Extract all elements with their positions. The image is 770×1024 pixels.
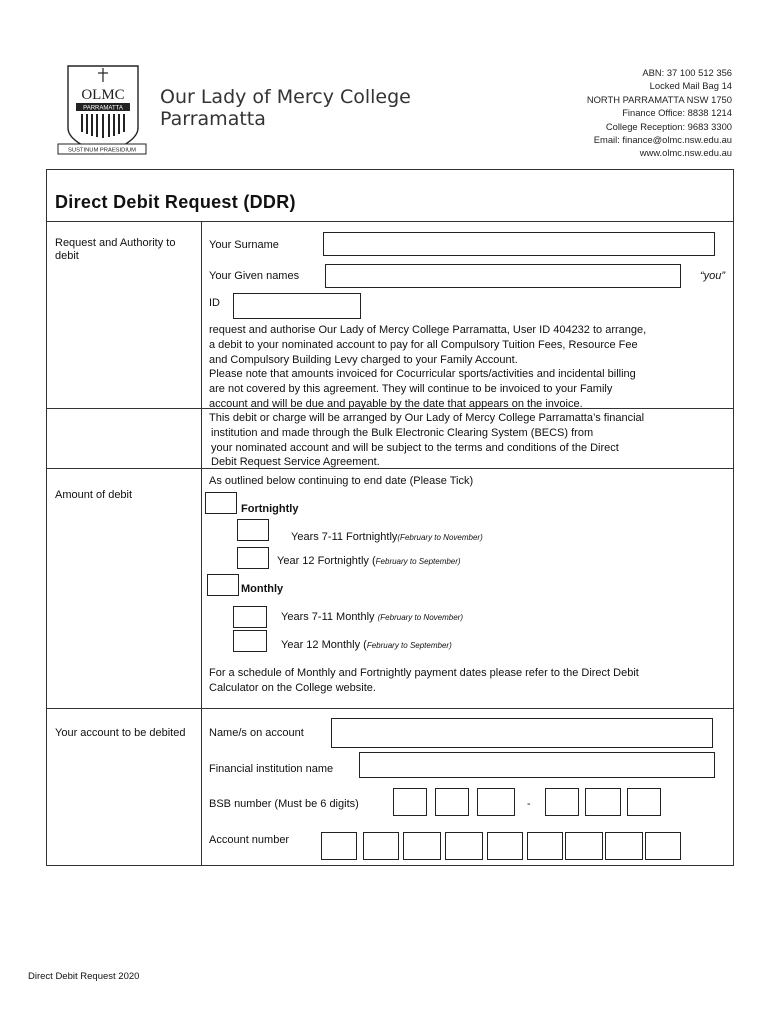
account-number-label: Account number <box>209 834 290 846</box>
form-title: Direct Debit Request (DDR) <box>55 192 296 212</box>
authorise-line: and Compulsory Building Levy charged to your Family Account. <box>209 353 518 366</box>
fn-option1-text: Years 7-11 Fortnightly <box>291 531 398 543</box>
becs-line: This debit or charge will be arranged by Our Lady of Mercy College Parramatta’s financial <box>209 412 645 424</box>
m-year-12-label <box>281 638 452 653</box>
authorise-paragraph <box>209 323 731 412</box>
monthly-label: Monthly <box>241 583 284 595</box>
names-on-account-label: Name/s on account <box>209 727 304 739</box>
given-names-label: Your Given names <box>209 270 300 282</box>
fortnightly-label: Fortnightly <box>241 503 299 515</box>
schedule-line: Calculator on the College website. <box>209 681 376 694</box>
bsb-digit-4[interactable] <box>545 788 579 816</box>
fn-years-7-11-label <box>291 530 483 545</box>
contact-block <box>587 66 732 160</box>
institution-input[interactable] <box>359 752 715 778</box>
bsb-label: BSB number (Must be 6 digits) <box>209 798 359 810</box>
footer-text: Direct Debit Request 2020 <box>28 971 140 982</box>
authority-label: Request and Authority to debit <box>55 237 176 262</box>
logo-banner: PARRAMATTA <box>83 105 123 112</box>
bsb-digit-5[interactable] <box>585 788 621 816</box>
schedule-paragraph <box>209 666 731 696</box>
college-name-line2: Parramatta <box>160 108 266 130</box>
names-on-account-input[interactable] <box>331 718 713 748</box>
account-digit-2[interactable] <box>363 832 399 860</box>
authorise-line: request and authorise Our Lady of Mercy College Parramatta, User ID 404232 to arrange, <box>209 324 647 336</box>
account-digit-8[interactable] <box>605 832 643 860</box>
contact-mailbag: Locked Mail Bag 14 <box>649 80 732 92</box>
becs-line: Debit Request Service Agreement. <box>211 456 380 469</box>
college-logo <box>56 62 148 158</box>
becs-paragraph <box>209 411 731 470</box>
column-divider <box>201 222 202 865</box>
account-digit-1[interactable] <box>321 832 357 860</box>
m-years-7-11-label <box>281 610 463 625</box>
institution-label: Financial institution name <box>209 763 334 775</box>
becs-line: institution and made through the Bulk Electronic Clearing System (BECS) from <box>211 426 594 439</box>
bsb-digit-6[interactable] <box>627 788 661 816</box>
account-section-label: Your account to be debited <box>55 727 186 739</box>
fn-years-7-11-checkbox[interactable] <box>237 519 269 541</box>
college-name <box>160 86 411 130</box>
logo-motto: SUSTINUM PRAESIDIUM <box>68 147 136 154</box>
logo-text: OLMC <box>81 87 125 103</box>
college-name-line1: Our Lady of Mercy College <box>160 86 411 108</box>
fortnightly-checkbox[interactable] <box>205 492 237 514</box>
authorise-line: Please note that amounts invoiced for Cocurricular sports/activities and incidental billing <box>209 368 636 381</box>
account-digit-5[interactable] <box>487 832 523 860</box>
surname-label: Your Surname <box>209 239 279 251</box>
bsb-digit-1[interactable] <box>393 788 427 816</box>
account-digit-3[interactable] <box>403 832 441 860</box>
contact-website[interactable]: www.olmc.nsw.edu.au <box>639 147 732 159</box>
m-option2-note: February to September) <box>366 641 452 650</box>
bsb-digit-2[interactable] <box>435 788 469 816</box>
m-option1-note: (February to November) <box>377 613 463 622</box>
authorise-line: are not covered by this agreement. They will continue to be invoiced to your Family <box>209 383 613 396</box>
m-year-12-checkbox[interactable] <box>233 630 267 652</box>
contact-abn: ABN: 37 100 512 356 <box>642 67 732 78</box>
title-row <box>47 170 733 222</box>
surname-input[interactable] <box>323 232 715 256</box>
fn-option2-note: February to September) <box>375 557 461 566</box>
row-divider-3 <box>47 708 733 709</box>
contact-suburb: NORTH PARRAMATTA NSW 1750 <box>586 93 732 105</box>
becs-line: your nominated account and will be subject to the terms and conditions of the Direct <box>211 441 619 454</box>
fn-year-12-checkbox[interactable] <box>237 547 269 569</box>
authorise-line: account and will be due and payable by the date that appears on the invoice. <box>209 397 583 410</box>
bsb-digit-3[interactable] <box>477 788 515 816</box>
monthly-checkbox[interactable] <box>207 574 239 596</box>
m-option2-text: Year 12 Monthly ( <box>281 639 367 651</box>
bsb-dash: - <box>527 798 531 810</box>
schedule-line: For a schedule of Monthly and Fortnightly payment dates please refer to the Direct Debit <box>209 667 639 679</box>
amount-label: Amount of debit <box>55 489 133 501</box>
fn-year-12-label <box>277 554 461 569</box>
you-label: “you” <box>699 270 725 282</box>
id-label: ID <box>209 297 220 309</box>
amount-intro: As outlined below continuing to end date (Please Tick) <box>209 475 474 487</box>
contact-reception-phone: College Reception: 9683 3300 <box>605 120 732 132</box>
account-digit-7[interactable] <box>565 832 603 860</box>
fn-option1-note: (February to November) <box>397 533 483 542</box>
id-input[interactable] <box>233 293 361 319</box>
m-option1-text: Years 7-11 Monthly <box>281 611 378 623</box>
account-digit-6[interactable] <box>527 832 563 860</box>
contact-email[interactable]: Email: finance@olmc.nsw.edu.au <box>593 134 732 146</box>
account-digit-4[interactable] <box>445 832 483 860</box>
authorise-line: a debit to your nominated account to pay for all Compulsory Tuition Fees, Resource Fee <box>209 338 638 351</box>
contact-finance-phone: Finance Office: 8838 1214 <box>622 107 732 119</box>
account-digit-9[interactable] <box>645 832 681 860</box>
m-years-7-11-checkbox[interactable] <box>233 606 267 628</box>
given-names-input[interactable] <box>325 264 681 288</box>
ddr-form <box>46 169 734 866</box>
fn-option2-text: Year 12 Fortnightly ( <box>277 555 376 567</box>
